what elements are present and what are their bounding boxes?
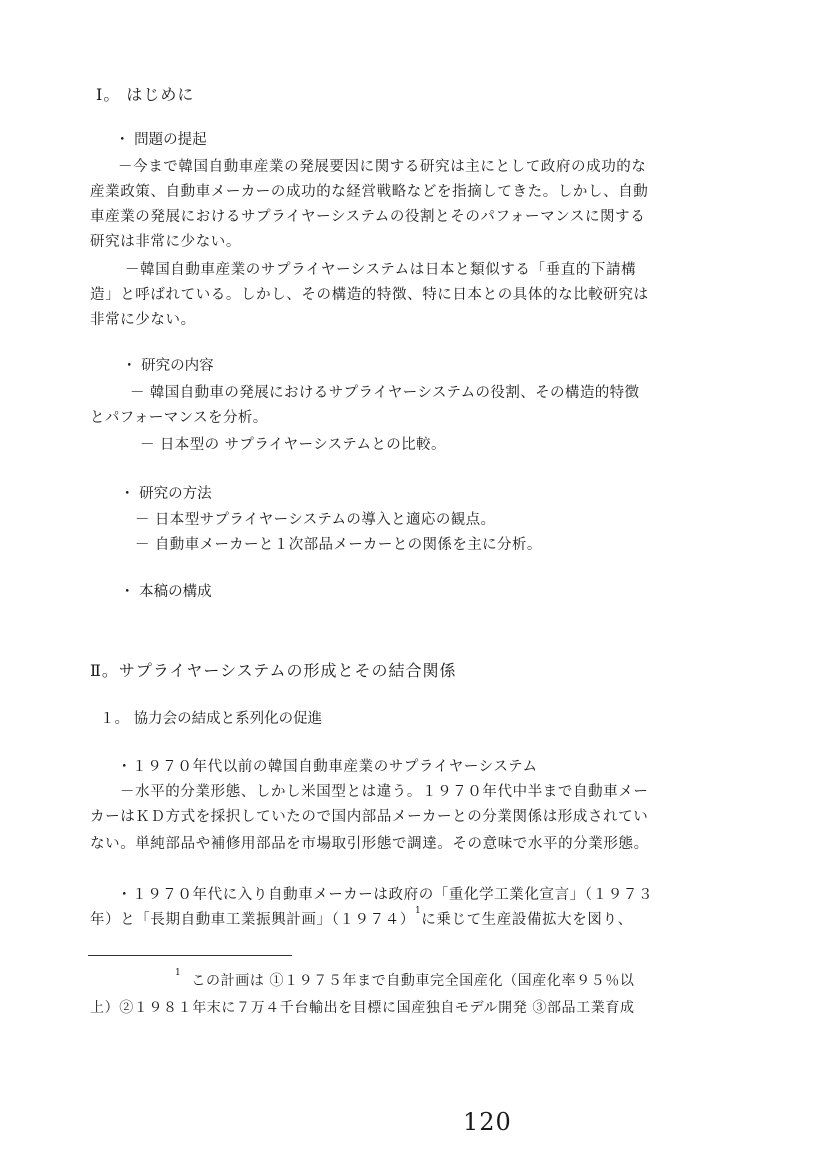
subsection-1-heading: １。 協力会の結成と系列化の促進 <box>100 711 323 727</box>
footnote-ref-1[interactable]: 1 <box>414 906 422 916</box>
section-2-heading: Ⅱ。サプライヤーシステムの形成とその結合関係 <box>90 661 457 680</box>
content-line-3: － 日本型の サプライヤーシステムとの比較。 <box>140 437 446 453</box>
content-line-1: － 韓国自動車の発展におけるサプライヤーシステムの役割、その構造的特徴 <box>130 385 640 401</box>
problem-title: ・ 問題の提起 <box>115 132 207 148</box>
para2-line-1: ・１９７０年代に入り自動車メーカーは政府の「重化学工業化宣言」（１９７３ <box>117 887 654 903</box>
problem-line-5: －韓国自動車産業のサプライヤーシステムは日本と類似する「垂直的下請構 <box>125 262 637 278</box>
para2-line-2 <box>90 908 633 929</box>
problem-line-6: 造」と呼ばれている。しかし、その構造的特徴、特に日本との具体的な比較研究は <box>90 287 649 303</box>
problem-line-4: 研究は非常に少ない。 <box>90 234 241 250</box>
para2-line-2-text: 年）と「長期自動車工業振興計画」（１９７４） <box>90 912 415 928</box>
footnote-line-2: 上）②１９８１年末に７万４千台輸出を目標に国産独自モデル開発 ③部品工業育成 <box>90 1000 635 1016</box>
para2-line-2-tail: に乗じて生産設備拡大を図り、 <box>421 912 633 928</box>
structure-title: ・ 本稿の構成 <box>120 584 212 600</box>
para1-line-3: ない。単純部品や補修用部品を市場取引形態で調達。その意味で水平的分業形態。 <box>90 836 649 852</box>
problem-line-3: 車産業の発展におけるサプライヤーシステムの役割とそのパフォーマンスに関する <box>90 209 646 225</box>
method-title: ・ 研究の方法 <box>120 486 212 502</box>
problem-line-2: 産業政策、自動車メーカーの成功的な経営戦略などを指摘してきた。しかし、自動 <box>90 184 649 200</box>
method-line-2: － 自動車メーカーと１次部品メーカーとの関係を主に分析。 <box>135 537 542 553</box>
page-number: 120 <box>463 1108 512 1136</box>
para1-line-2: カーはＫＤ方式を採択していたので国内部品メーカーとの分業関係は形成されてい <box>90 809 649 825</box>
problem-line-1: －今まで韓国自動車産業の発展要因に関する研究は主にとして政府の成功的な <box>118 159 647 175</box>
section-1-heading: Ⅰ。 はじめに <box>96 85 195 104</box>
method-line-1: － 日本型サプライヤーシステムの導入と適応の観点。 <box>135 512 496 528</box>
content-title: ・ 研究の内容 <box>122 358 214 374</box>
footnote-marker: 1 <box>175 968 182 978</box>
problem-line-7: 非常に少ない。 <box>90 312 196 328</box>
footnote-line-1 <box>175 970 635 990</box>
footnote-line-1-text: この計画は ①１９７５年まで自動車完全国産化（国産化率９５％以 <box>191 973 635 989</box>
footnote-rule <box>88 955 292 956</box>
para1-title: ・１９７０年代以前の韓国自動車産業のサプライヤーシステム <box>117 759 538 775</box>
content-line-2: とパフォーマンスを分析。 <box>90 410 268 426</box>
para1-line-1: －水平的分業形態、しかし米国型とは違う。１９７０年代中半まで自動車メー <box>120 784 649 800</box>
